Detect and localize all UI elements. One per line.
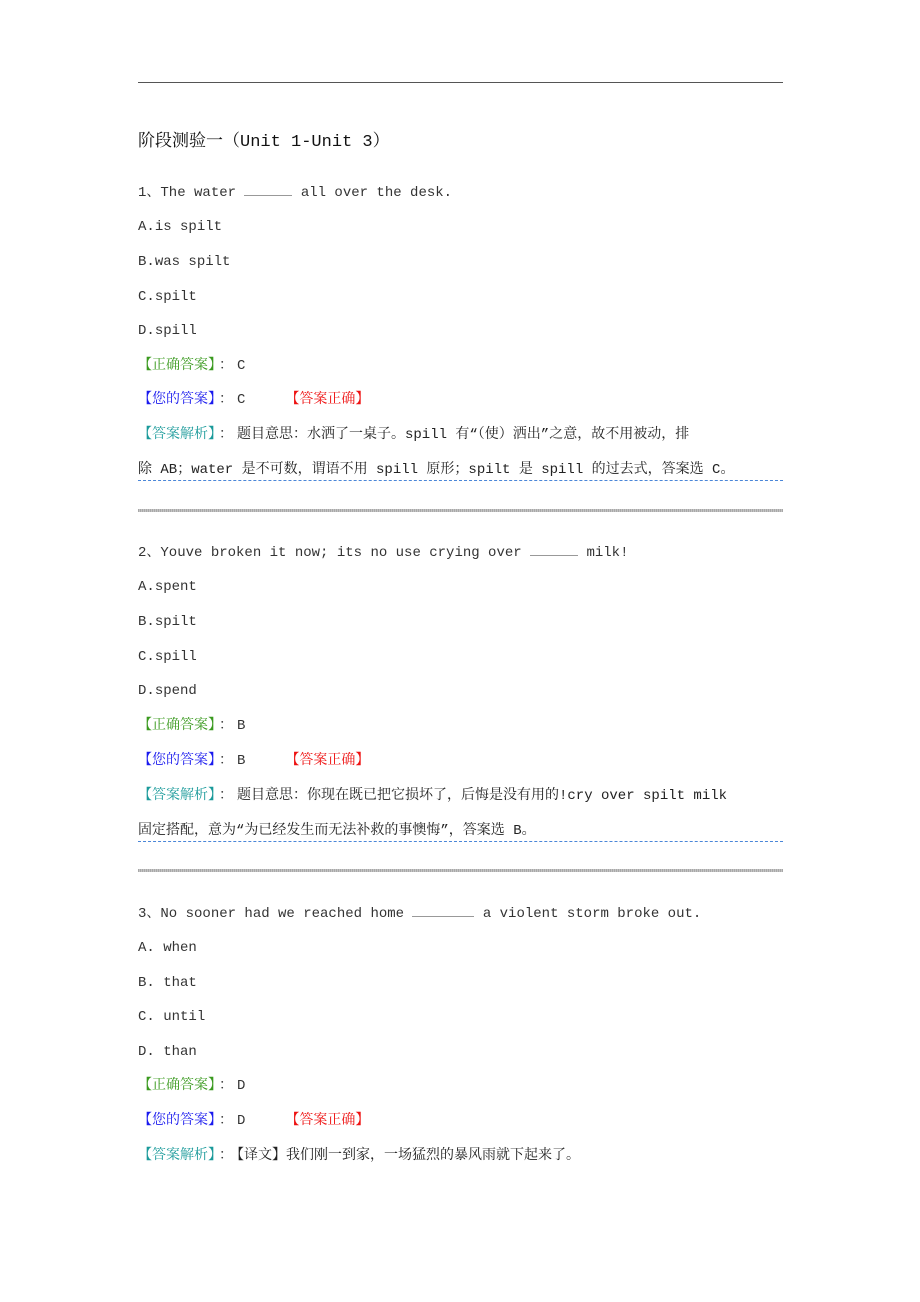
header-rule <box>138 82 783 83</box>
option-b: B.was spilt <box>138 254 231 270</box>
question-stem: 1、The water all over the desk. <box>138 181 452 203</box>
your-answer-label: 【您的答案】 <box>138 753 215 769</box>
option-d: D.spill <box>138 323 197 339</box>
question-stem: 3、No sooner had we reached home a violent storm broke out. <box>138 902 701 924</box>
correct-answer-value: B <box>237 718 246 734</box>
option-b: B. that <box>138 975 197 991</box>
analysis-label: 【答案解析】 <box>138 427 215 443</box>
your-answer-value: D <box>237 1113 246 1129</box>
analysis-text: 题目意思：你现在既已把它损坏了，后悔是没有用的!cry over spilt milk <box>237 788 728 804</box>
correct-answer-value: C <box>237 358 246 374</box>
option-a: A. when <box>138 940 197 956</box>
your-answer-value: B <box>237 753 246 769</box>
option-a: A.is spilt <box>138 219 223 235</box>
option-a: A.spent <box>138 579 197 595</box>
correct-answer-row: 【正确答案】 ： B <box>138 718 246 734</box>
your-answer-row: 【您的答案】 ： B 【答案正确】 <box>138 753 370 769</box>
question-stem: 2、Youve broken it now; its no use crying over milk! <box>138 541 629 563</box>
your-answer-row: 【您的答案】 ： D 【答案正确】 <box>138 1113 370 1129</box>
status-badge: 【答案正确】 <box>285 392 370 408</box>
option-c: C.spilt <box>138 289 197 305</box>
option-b: B.spilt <box>138 614 197 630</box>
answer-blank <box>244 181 292 196</box>
page-title: 阶段测验一（Unit 1-Unit 3） <box>138 133 390 152</box>
your-answer-label: 【您的答案】 <box>138 392 215 408</box>
analysis-continuation: 固定搭配，意为“为已经发生而无法补救的事懊悔”，答案选 B。 <box>138 823 536 839</box>
dashed-divider <box>138 841 783 842</box>
option-d: D. than <box>138 1044 197 1060</box>
question-separator <box>138 869 783 872</box>
analysis-text: 【译文】我们刚一到家，一场猛烈的暴风雨就下起来了。 <box>237 1148 580 1164</box>
analysis-continuation: 除 AB；water 是不可数，谓语不用 spill 原形；spilt 是 spill 的过去式，答案选 C。 <box>138 462 735 478</box>
correct-answer-row: 【正确答案】 ： D <box>138 1078 246 1094</box>
analysis-label: 【答案解析】 <box>138 1148 215 1164</box>
analysis-row: 【答案解析】 ： 题目意思：你现在既已把它损坏了，后悔是没有用的!cry over spilt milk <box>138 788 728 804</box>
correct-answer-label: 【正确答案】 <box>138 718 215 734</box>
your-answer-value: C <box>237 392 246 408</box>
option-c: C. until <box>138 1009 206 1025</box>
correct-answer-row: 【正确答案】 ： C <box>138 358 246 374</box>
question-separator <box>138 509 783 512</box>
status-badge: 【答案正确】 <box>285 1113 370 1129</box>
dashed-divider <box>138 480 783 481</box>
analysis-row: 【答案解析】 ： 题目意思：水洒了一桌子。spill 有“（使）洒出”之意，故不用被动，排 <box>138 427 690 443</box>
your-answer-label: 【您的答案】 <box>138 1113 215 1129</box>
analysis-label: 【答案解析】 <box>138 788 215 804</box>
answer-blank <box>530 541 578 556</box>
answer-blank <box>412 902 474 917</box>
option-d: D.spend <box>138 683 197 699</box>
correct-answer-label: 【正确答案】 <box>138 358 215 374</box>
status-badge: 【答案正确】 <box>285 753 370 769</box>
correct-answer-value: D <box>237 1078 246 1094</box>
option-c: C.spill <box>138 649 197 665</box>
your-answer-row: 【您的答案】 ： C 【答案正确】 <box>138 392 370 408</box>
analysis-text: 题目意思：水洒了一桌子。spill 有“（使）洒出”之意，故不用被动，排 <box>237 427 690 443</box>
correct-answer-label: 【正确答案】 <box>138 1078 215 1094</box>
analysis-row: 【答案解析】 ： 【译文】我们刚一到家，一场猛烈的暴风雨就下起来了。 <box>138 1148 580 1164</box>
